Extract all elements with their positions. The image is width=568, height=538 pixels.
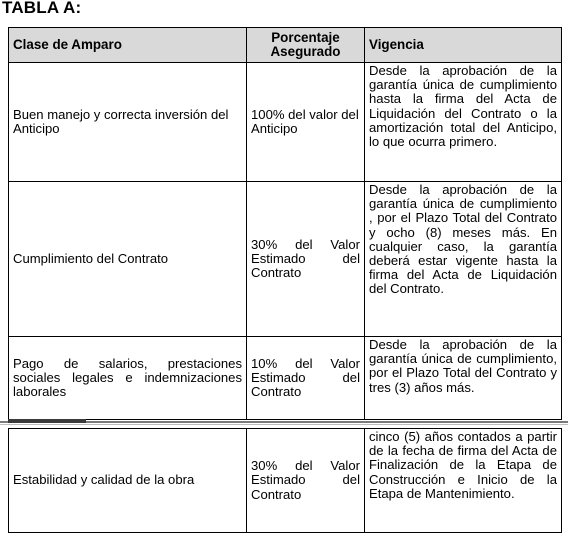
table-row [9,182,562,337]
table-row [9,429,562,533]
table-header-row [9,28,562,63]
table-title: TABLA A: [2,0,82,17]
cell-vigencia: Desde la aprobación de la garantía única de cumplimiento, por el Plazo Total del Contrato y tres (3) años más. [365,337,562,420]
header-clase: Clase de Amparo [9,28,247,63]
cell-vigencia: cinco (5) años contados a partir de la fecha de firma del Acta de Finalización de la Etapa de Construcción e Inicio de la Etapa de Mantenimiento. [365,429,562,533]
separator-line-shadow [0,424,568,425]
cell-clase: Buen manejo y correcta inversión del Anticipo [9,63,247,182]
cell-porcentaje: 100% del valor del Anticipo [247,63,365,182]
cell-clase: Pago de salarios, prestaciones sociales legales e indemnizaciones laborales [9,337,247,420]
header-porcentaje: Porcentaje Asegurado [247,28,365,63]
cell-porcentaje: 10% del Valor Estimado del Contrato [247,337,365,420]
cell-porcentaje: 30% del Valor Estimado del Contrato [247,182,365,337]
coverage-table [8,27,562,420]
header-vigencia: Vigencia [365,28,562,63]
cell-porcentaje: 30% del Valor Estimado del Contrato [247,429,365,533]
cell-vigencia: Desde la aprobación de la garantía única de cumplimiento hasta la firma del Acta de Liquidación del Contrato o la amortización total del Anticipo, lo que ocurra primero. [365,63,562,182]
cell-clase: Estabilidad y calidad de la obra [9,429,247,533]
page-break-separator [0,421,568,427]
cell-clase: Cumplimiento del Contrato [9,182,247,337]
cut-text-fragment [8,419,86,423]
coverage-table-continued [8,428,562,533]
table-row [9,63,562,182]
table-row [9,337,562,420]
cell-vigencia: Desde la aprobación de la garantía única de cumplimiento , por el Plazo Total del Contrato y ocho (8) meses más. En cualquier caso, la garantía deberá estar vigente hasta la firma del Acta de Liquidación del Contrato. [365,182,562,337]
